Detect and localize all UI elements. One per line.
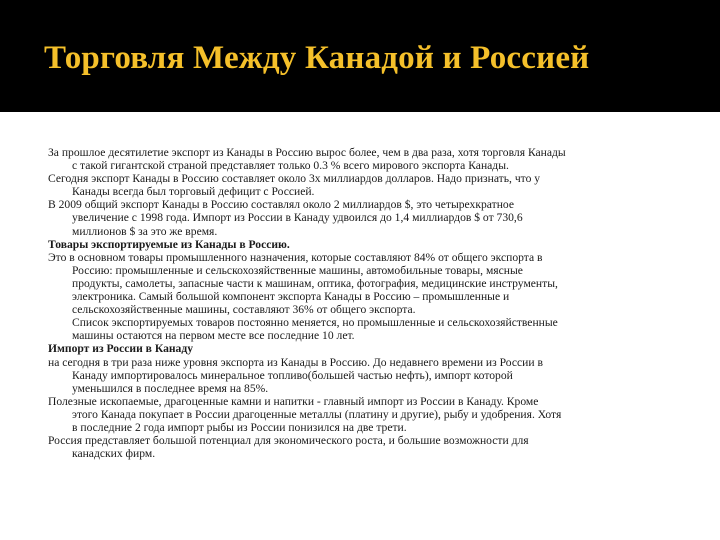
paragraph [48,395,698,434]
paragraph [48,172,698,198]
text-line: Импорт из России в Канаду [48,342,194,356]
section-heading [48,342,698,355]
paragraph [48,146,698,172]
paragraph [48,434,698,460]
text-line: канадских фирм. [72,447,156,461]
slide-body [48,146,698,460]
text-line: с такой гигантской страной представляет только 0.3 % всего мирового экспорта Канады. [72,159,509,173]
paragraph [48,251,698,343]
text-line: За прошлое десятилетие экспорт из Канады в Россию вырос более, чем в два раза, хотя торговля Канады [48,146,566,159]
paragraph [48,356,698,395]
text-line: продукты, самолеты, запасные части к машинам, оптика, фотография, медицинские инструменты, [72,276,558,290]
text-line: В 2009 общий экспорт Канады в Россию составлял около 2 миллиардов $, это четырехкратное [48,198,514,212]
text-line: этого Канада покупает в России драгоценные металлы (платину и другие), рыбу и удобрения. Хотя [72,407,562,421]
text-line: Россию: промышленные и сельскохозяйственные машины, автомобильные товары, мясные [72,263,523,277]
slide-header [0,0,720,112]
paragraph [48,198,698,237]
slide-title: Торговля Между Канадой и Россией [44,40,590,76]
text-line: Канаду импортировалось минеральное топливо(большей частью нефть), импорт которой [72,368,513,382]
text-line: Товары экспортируемые из Канады в Россию. [48,237,290,251]
text-line: миллионов $ за это же время. [72,224,218,238]
text-line: увеличение с 1998 года. Импорт из России в Канаду удвоился до 1,4 миллиардов $ от 730,6 [72,211,523,225]
text-line: уменьшился в последнее время на 85%. [72,381,269,395]
text-line: Это в основном товары промышленного назначения, которые составляют 84% от общего экспорта в [48,250,543,264]
text-line: Россия представляет большой потенциал для экономического роста, и большие возможности для [48,434,529,448]
text-line: Список экспортируемых товаров постоянно меняется, но промышленные и сельскохозяйственные [72,316,558,330]
text-line: электроника. Самый большой компонент экспорта Канады в Россию – промышленные и [72,290,510,304]
text-line: Канады всегда был торговый дефицит с Россией. [72,185,315,199]
section-heading [48,238,698,251]
text-line: машины остаются на первом месте все последние 10 лет. [72,329,355,343]
text-line: сельскохозяйственные машины, составляют 36% от общего экспорта. [72,303,416,317]
text-line: в последние 2 года импорт рыбы из России понизился на две трети. [72,420,407,434]
text-line: Сегодня экспорт Канады в Россию составляет около 3х миллиардов долларов. Надо признать, что у [48,172,541,186]
text-line: Полезные ископаемые, драгоценные камни и напитки - главный импорт из России в Канаду. Кроме [48,394,539,408]
text-line: на сегодня в три раза ниже уровня экспорта из Канады в Россию. До недавнего времени из России в [48,355,543,369]
